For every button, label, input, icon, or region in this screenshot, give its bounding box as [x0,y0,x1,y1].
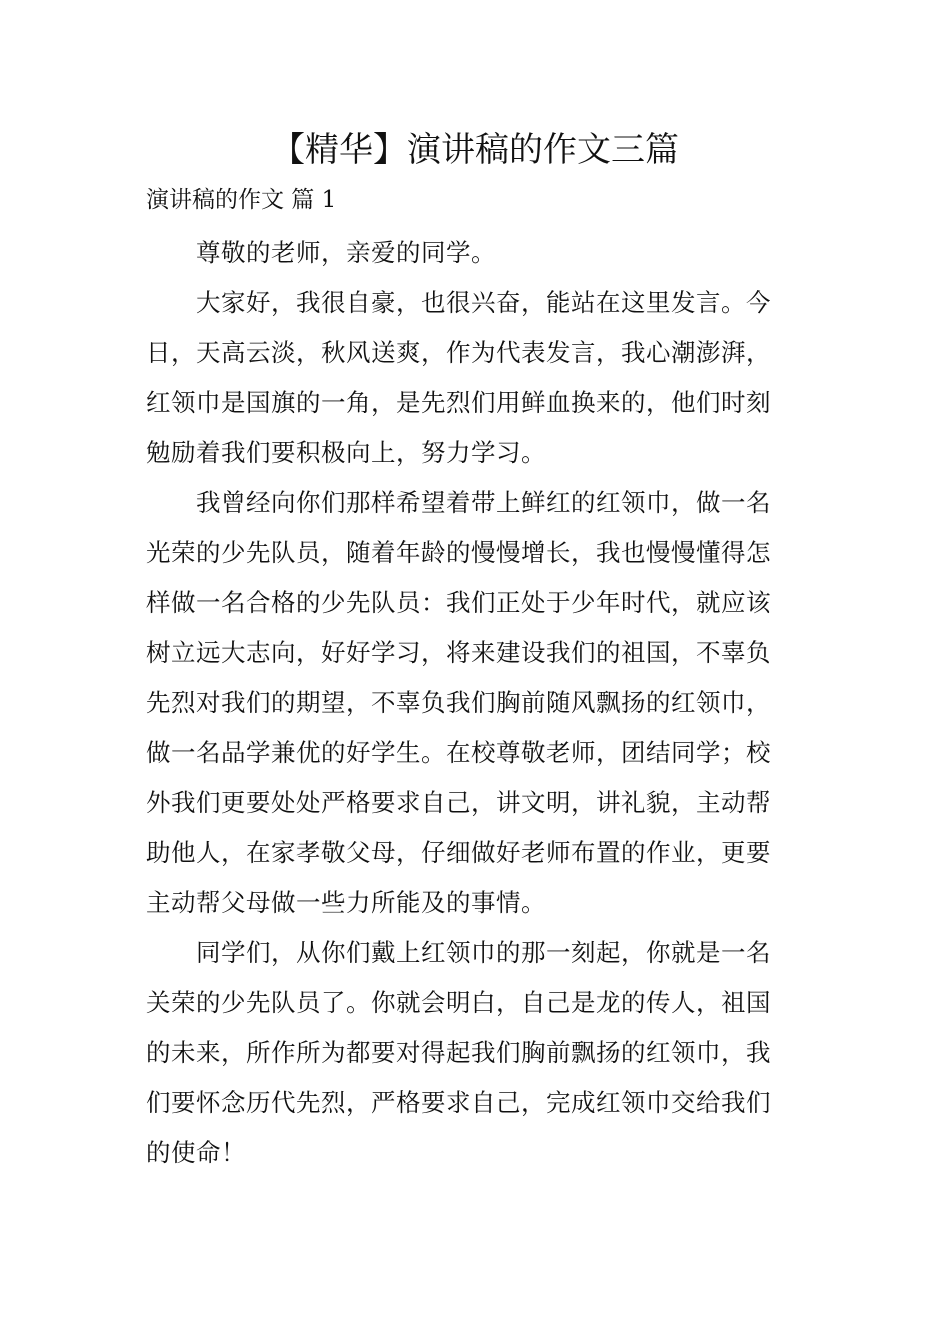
document-title: 【精华】演讲稿的作文三篇 [271,130,679,170]
text-line: 日，天高云淡，秋风送爽，作为代表发言，我心潮澎湃， [146,338,771,367]
text-line: 做一名品学兼优的好学生。在校尊敬老师，团结同学；校 [146,738,771,767]
text-line: 先烈对我们的期望，不辜负我们胸前随风飘扬的红领巾， [146,688,771,717]
text-line: 勉励着我们要积极向上，努力学习。 [146,438,546,467]
text-line: 外我们更要处处严格要求自己，讲文明，讲礼貌，主动帮 [146,788,771,817]
text-line: 同学们，从你们戴上红领巾的那一刻起，你就是一名 [196,938,771,967]
text-line: 光荣的少先队员，随着年龄的慢慢增长，我也慢慢懂得怎 [146,538,771,567]
text-line: 关荣的少先队员了。你就会明白，自己是龙的传人，祖国 [146,988,771,1017]
text-line: 尊敬的老师，亲爱的同学。 [196,238,496,267]
text-line: 助他人，在家孝敬父母，仔细做好老师布置的作业，更要 [146,838,771,867]
document-body [146,228,816,1178]
text-line: 红领巾是国旗的一角，是先烈们用鲜血换来的，他们时刻 [146,388,771,417]
text-line: 的使命！ [146,1138,246,1167]
text-line: 主动帮父母做一些力所能及的事情。 [146,888,546,917]
text-line: 的未来，所作所为都要对得起我们胸前飘扬的红领巾，我 [146,1038,771,1067]
section-heading: 演讲稿的作文 篇 1 [146,187,337,213]
text-line: 们要怀念历代先烈，严格要求自己，完成红领巾交给我们 [146,1088,771,1117]
text-line: 样做一名合格的少先队员：我们正处于少年时代，就应该 [146,588,771,617]
text-line: 树立远大志向，好好学习，将来建设我们的祖国，不辜负 [146,638,771,667]
text-line: 我曾经向你们那样希望着带上鲜红的红领巾，做一名 [196,488,771,517]
text-line: 大家好，我很自豪，也很兴奋，能站在这里发言。今 [196,288,771,317]
